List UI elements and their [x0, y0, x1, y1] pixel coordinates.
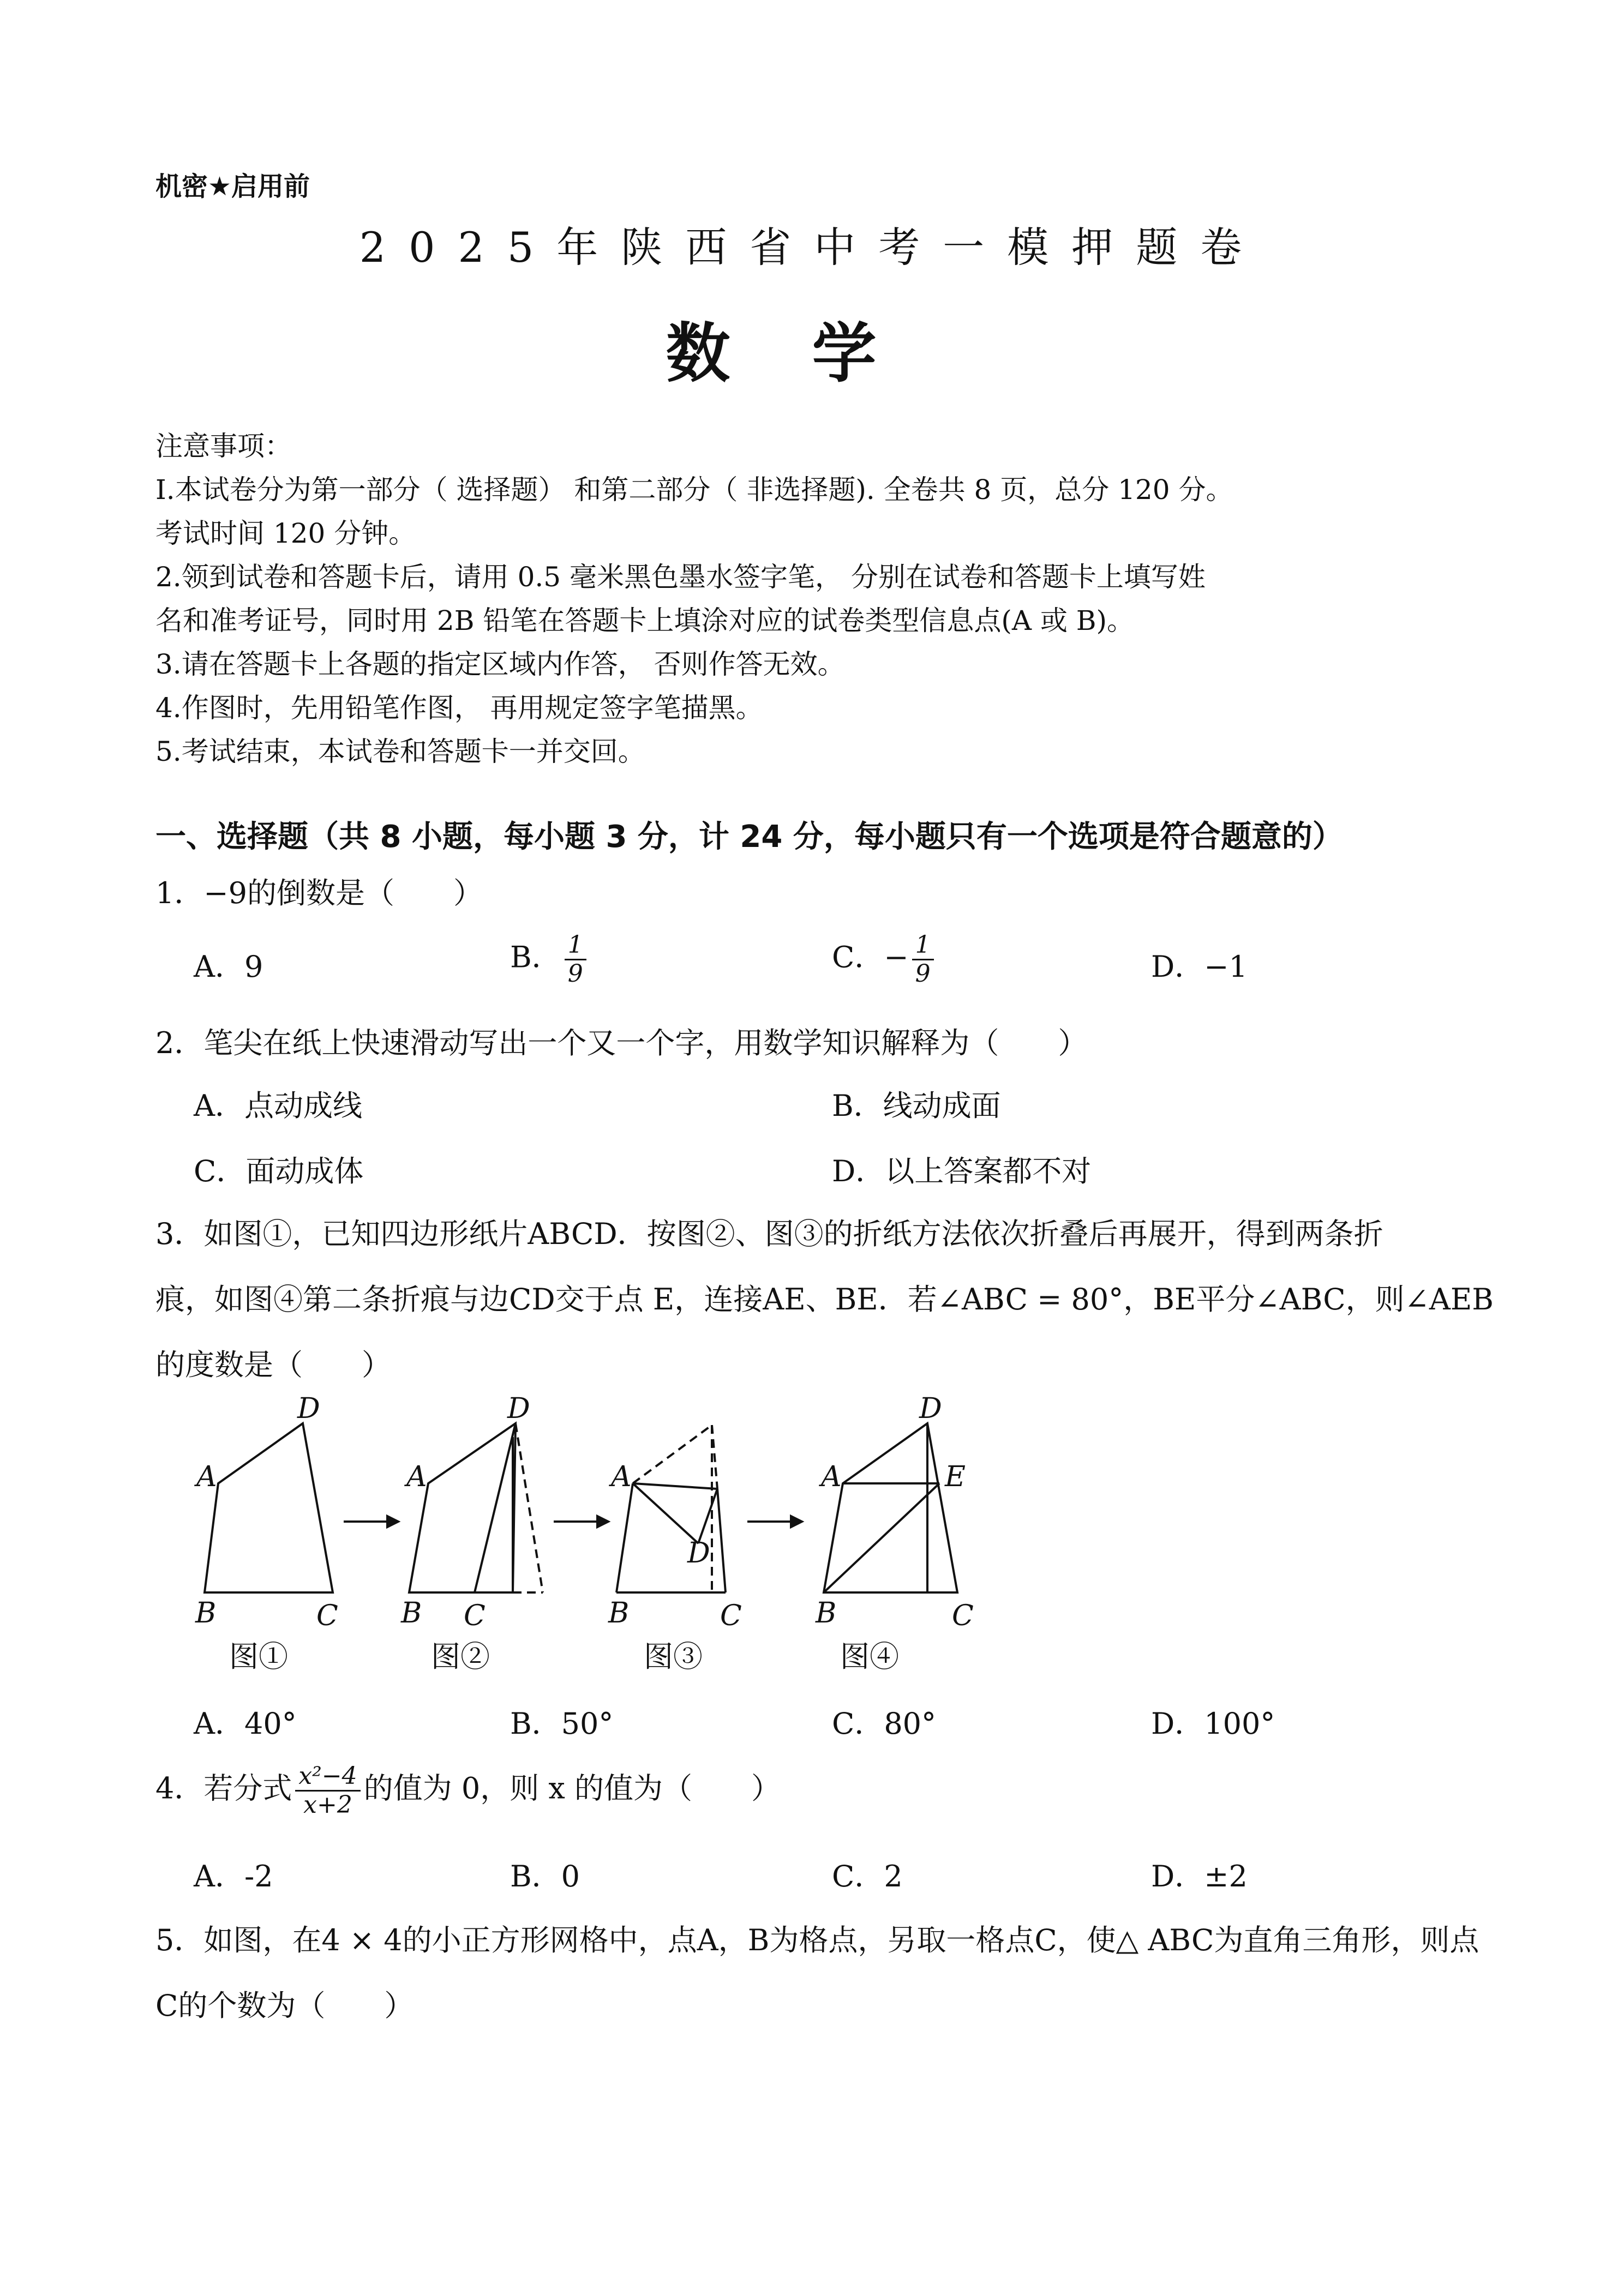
fig2-fold-crease [475, 1423, 516, 1592]
q1-option-d[interactable]: D．−1 [1151, 949, 1248, 984]
fig3-right-edge [717, 1489, 726, 1592]
question-1 [155, 870, 483, 912]
q1-option-c[interactable] [832, 931, 937, 988]
exam-title: 2025年陕西省中考一模押题卷 [359, 223, 1265, 272]
fig2-quadrilateral [409, 1423, 516, 1592]
notice-line-4: 名和准考证号，同时用 2B 铅笔在答题卡上填涂对应的试卷类型信息点(A 或 B)。 [155, 605, 1134, 636]
confidential-label: 机密★启用前 [155, 171, 310, 202]
question-2 [155, 1020, 1087, 1062]
fraction-numerator: 1 [912, 931, 934, 960]
q3-option-b[interactable]: B．50° [510, 1706, 614, 1741]
fraction [565, 931, 586, 988]
q3-option-d[interactable]: D．100° [1151, 1706, 1275, 1741]
fig2-label-c: C [464, 1600, 486, 1632]
notice-line-2: 考试时间 120 分钟。 [155, 518, 416, 549]
fraction-denominator: x+2 [303, 1791, 352, 1819]
q4-option-c[interactable]: C．2 [832, 1859, 903, 1894]
fraction-numerator: x²−4 [295, 1763, 360, 1792]
fig4-label-e: E [945, 1460, 966, 1493]
fig4-label-d: D [919, 1392, 942, 1425]
fig1-label-d: D [297, 1392, 320, 1425]
fig4-quadrilateral [824, 1423, 957, 1592]
q2-option-a[interactable]: A．点动成线 [194, 1089, 362, 1123]
option-label: C．− [832, 940, 909, 975]
q1-option-a[interactable]: A．9 [194, 949, 263, 984]
fraction-denominator: 9 [567, 960, 583, 988]
notice-line-1: I.本试卷分为第一部分（ 选择题） 和第二部分（ 非选择题). 全卷共 8 页，总分 120 分。 [155, 474, 1233, 506]
fig4-segment-be [824, 1483, 939, 1592]
fig3-label-a: A [611, 1460, 632, 1493]
q4-option-d[interactable]: D．±2 [1151, 1859, 1248, 1894]
fig3-fold-a-to-d [633, 1483, 698, 1543]
fig3-label-d: D [687, 1537, 710, 1570]
fig4-label-c: C [952, 1600, 974, 1632]
question-suffix: 的值为 0，则 x 的值为（ ） [363, 1771, 781, 1806]
fig3-fold-line [633, 1483, 717, 1489]
fig3-label-b: B [608, 1597, 630, 1630]
fig4-label-a: A [821, 1460, 842, 1493]
notice-line-7: 5.考试结束，本试卷和答题卡一并交回。 [155, 736, 645, 767]
q2-option-d[interactable]: D．以上答案都不对 [832, 1154, 1092, 1188]
question-3-line-2: 痕，如图④第二条折痕与边CD交于点 E，连接AE、BE．若∠ABC = 80°，BE平分∠ABC，则∠AEB [155, 1282, 1494, 1317]
question-prefix: 4．若分式 [155, 1771, 292, 1806]
notice-heading: 注意事项： [155, 430, 292, 462]
fraction [912, 931, 934, 988]
question-5-line-2: C的个数为（ ） [155, 1988, 414, 2023]
figure-caption-2: 图② [431, 1639, 490, 1674]
notice-line-3: 2.领到试卷和答题卡后，请用 0.5 毫米黑色墨水签字笔， 分别在试卷和答题卡上填写姓 [155, 561, 1206, 593]
q3-option-c[interactable]: C．80° [832, 1706, 937, 1741]
question-3-line-3: 的度数是（ ） [155, 1348, 391, 1382]
figure-caption-3: 图③ [644, 1639, 703, 1674]
fig3-dashed-top [633, 1425, 712, 1483]
q4-option-a[interactable]: A．-2 [194, 1859, 273, 1894]
q4-option-b[interactable]: B．0 [510, 1859, 580, 1894]
fig1-label-c: C [316, 1600, 338, 1632]
question-stem: −9的倒数是（ ） [203, 876, 483, 910]
arrow-2-head [597, 1516, 608, 1527]
option-label: B． [510, 940, 561, 975]
question-number: 1． [155, 876, 204, 910]
figure-caption-1: 图① [229, 1639, 288, 1674]
q3-option-a[interactable]: A．40° [194, 1706, 297, 1741]
notice-line-5: 3.请在答题卡上各题的指定区域内作答， 否则作答无效。 [155, 648, 845, 680]
fig2-dashed-fold [516, 1423, 543, 1592]
q2-option-b[interactable]: B．线动成面 [832, 1089, 1001, 1123]
question-3-line-1: 3．如图①，已知四边形纸片ABCD．按图②、图③的折纸方法依次折叠后再展开，得到两条折 [155, 1217, 1383, 1251]
subject-title: 数学 [666, 316, 958, 391]
fig3-fold-d-to-top [698, 1489, 717, 1543]
fig2-label-b: B [401, 1597, 422, 1630]
fig2-label-a: A [406, 1460, 427, 1493]
fig4-label-b: B [816, 1597, 837, 1630]
section-1-title: 一、选择题（共 8 小题，每小题 3 分，计 24 分，每小题只有一个选项是符合题意的） [155, 819, 1343, 855]
fig1-quadrilateral [205, 1423, 333, 1592]
fig1-label-a: A [196, 1460, 217, 1493]
fig1-label-b: B [195, 1597, 217, 1630]
fig3-label-c: C [720, 1600, 742, 1632]
fig2-label-d: D [507, 1392, 530, 1425]
fraction [295, 1763, 360, 1819]
fraction-denominator: 9 [915, 960, 931, 988]
question-4 [155, 1763, 781, 1819]
fraction-numerator: 1 [565, 931, 586, 960]
fig3-left-edge [616, 1483, 633, 1592]
question-number: 2． [155, 1026, 204, 1060]
question-5-line-1: 5．如图，在4 × 4的小正方形网格中，点A，B为格点，另取一格点C，使△ ABC为直角三角形，则点 [155, 1923, 1479, 1957]
q1-option-b[interactable] [510, 931, 590, 988]
arrow-1-head [387, 1516, 398, 1527]
notice-line-6: 4.作图时，先用铅笔作图， 再用规定签字笔描黑。 [155, 692, 763, 724]
question-stem: 笔尖在纸上快速滑动写出一个又一个字，用数学知识解释为（ ） [203, 1026, 1088, 1060]
arrow-3-head [791, 1516, 802, 1527]
figure-caption-4: 图④ [840, 1639, 899, 1674]
q2-option-c[interactable]: C．面动成体 [194, 1154, 364, 1188]
